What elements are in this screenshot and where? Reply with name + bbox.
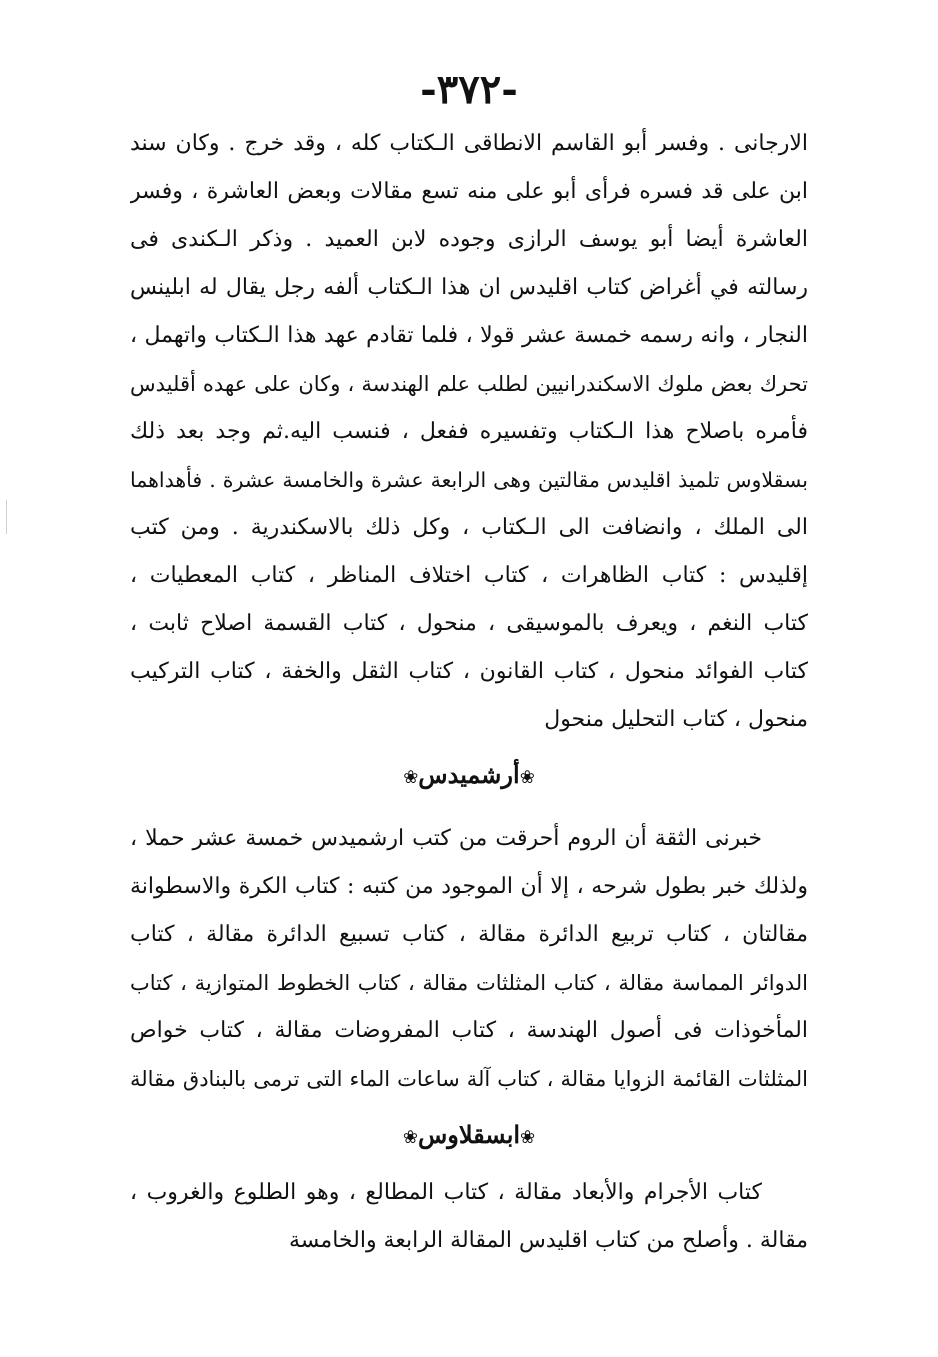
heading-title: أرشميدس bbox=[418, 760, 520, 789]
text-line: العاشرة أيضا أبو يوسف الرازى وجوده لابن العميد . وذكر الـكندى فى bbox=[130, 227, 808, 252]
text-line: الارجانى . وفسر أبو القاسم الانطاقى الـكتاب كله ، وقد خرج . وكان سند bbox=[130, 131, 808, 156]
ornament-icon: ❀ bbox=[520, 1127, 536, 1148]
text-line: إقليدس : كتاب الظاهرات ، كتاب اختلاف المناظر ، كتاب المعطيات ، bbox=[130, 563, 808, 588]
text-line: الى الملك ، وانضافت الى الـكتاب ، وكل ذلك بالاسكندرية . ومن كتب bbox=[130, 515, 808, 540]
heading-title: ابسقلاوس bbox=[417, 1120, 521, 1149]
text-line: ولذلك خبر بطول شرحه ، إلا أن الموجود من كتبه : كتاب الكرة والاسطوانة bbox=[130, 874, 808, 899]
text-line: كتاب النغم ، ويعرف بالموسيقى ، منحول ، كتاب القسمة اصلاح ثابت ، bbox=[130, 611, 808, 636]
margin-mark bbox=[6, 500, 7, 534]
text-line: مقالة . وأصلح من كتاب اقليدس المقالة الرابعة والخامسة bbox=[289, 1228, 808, 1253]
text-line: المأخوذات فى أصول الهندسة ، كتاب المفروضات مقالة ، كتاب خواص bbox=[130, 1018, 808, 1043]
text-line: المثلثات القائمة الزوايا مقالة ، كتاب آلة ساعات الماء التى ترمى بالبنادق مقالة bbox=[130, 1067, 808, 1091]
text-line: تحرك بعض ملوك الاسكندرانيين لطلب علم الهندسة ، وكان على عهده أقليدس bbox=[130, 372, 808, 396]
text-line: خبرنى الثقة أن الروم أحرقت من كتب ارشميدس خمسة عشر حملا ، bbox=[130, 826, 762, 851]
ornament-icon: ❀ bbox=[403, 767, 419, 788]
text-line: فأمره باصلاح هذا الـكتاب وتفسيره ففعل ، فنسب اليه.ثم وجد بعد ذلك bbox=[130, 419, 808, 444]
text-line: رسالته في أغراض كتاب اقليدس ان هذا الـكتاب ألفه رجل يقال له ابلينس bbox=[130, 275, 808, 300]
text-line: الدوائر المماسة مقالة ، كتاب المثلثات مقالة ، كتاب الخطوط المتوازية ، كتاب bbox=[130, 971, 808, 995]
section-heading-archimedes bbox=[0, 752, 938, 798]
text-line: النجار ، وانه رسمه خمسة عشر قولا ، فلما تقادم عهد هذا الـكتاب واتهمل ، bbox=[130, 323, 808, 348]
text-line: منحول ، كتاب التحليل منحول bbox=[544, 707, 808, 732]
ornament-icon: ❀ bbox=[402, 1127, 418, 1148]
page-number: -٣٧٢- bbox=[420, 66, 518, 113]
section-heading-hypsicles bbox=[0, 1112, 938, 1158]
ornament-icon: ❀ bbox=[519, 767, 535, 788]
text-line: بسقلاوس تلميذ اقليدس مقالتين وهى الرابعة عشرة والخامسة عشرة . فأهداهما bbox=[130, 468, 808, 492]
text-line: كتاب الفوائد منحول ، كتاب القانون ، كتاب الثقل والخفة ، كتاب التركيب bbox=[130, 659, 808, 684]
text-line: مقالتان ، كتاب تربيع الدائرة مقالة ، كتاب تسبيع الدائرة مقالة ، كتاب bbox=[130, 922, 808, 947]
text-line: كتاب الأجرام والأبعاد مقالة ، كتاب المطالع ، وهو الطلوع والغروب ، bbox=[130, 1180, 762, 1205]
text-line: ابن على قد فسره فرأى أبو على منه تسع مقالات وبعض العاشرة ، وفسر bbox=[130, 179, 808, 204]
